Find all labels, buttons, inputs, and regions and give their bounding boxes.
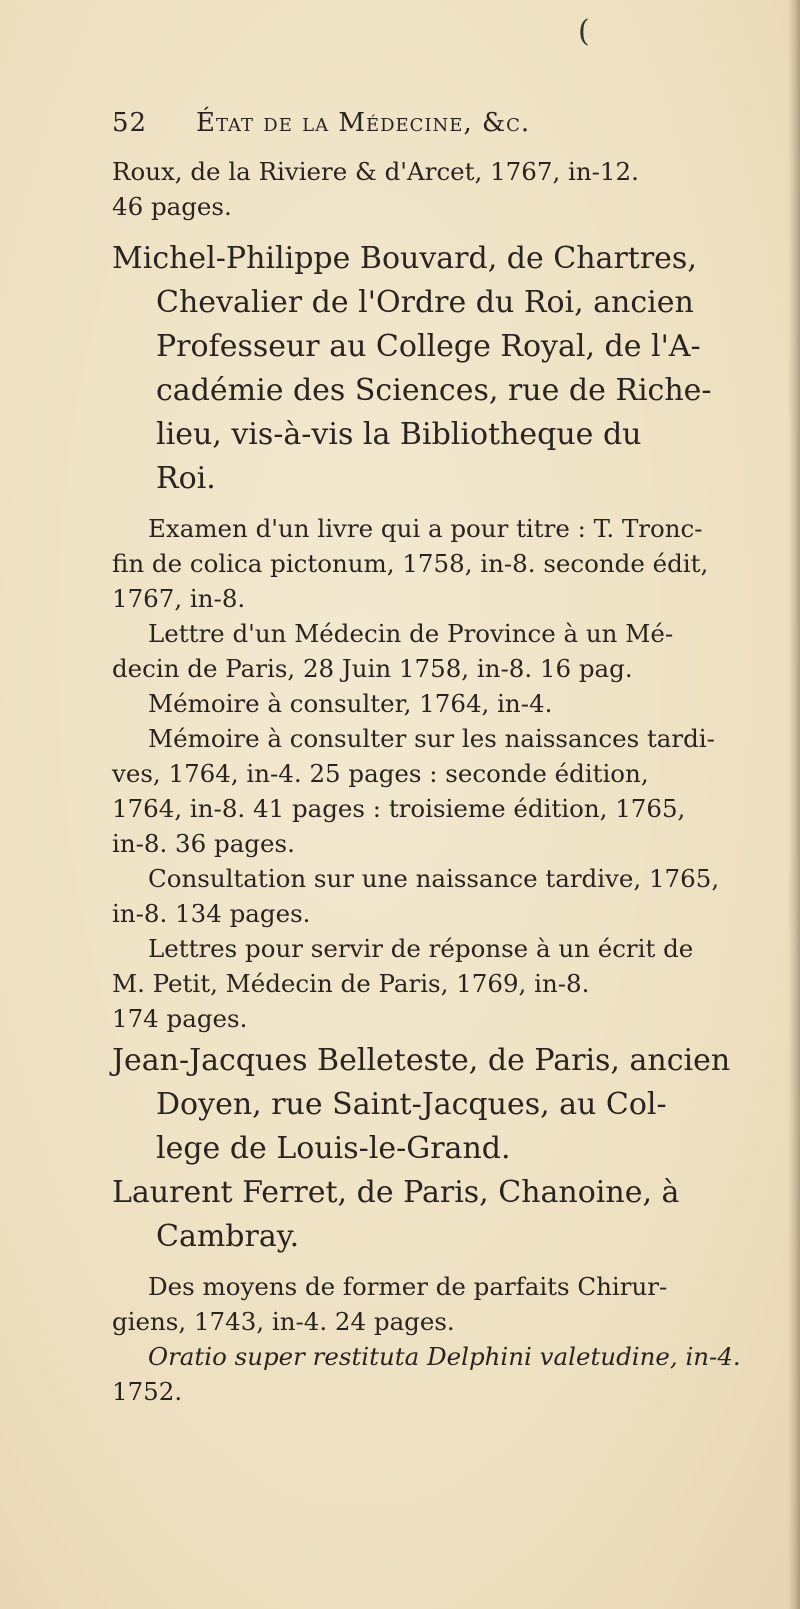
text-line: 174 pages. xyxy=(112,1004,248,1033)
text-line: giens, 1743, in-4. 24 pages. xyxy=(112,1307,455,1336)
text-line: ves, 1764, in-4. 25 pages : seconde édition, xyxy=(112,759,649,788)
text-line: Chevalier de l'Ordre du Roi, ancien xyxy=(156,285,694,320)
text-line: M. Petit, Médecin de Paris, 1769, in-8. xyxy=(112,969,590,998)
text-line: 1752. xyxy=(112,1377,183,1406)
text-line: 1764, in-8. 41 pages : troisieme édition, 1765, xyxy=(112,794,686,823)
text-line: 1767, in-8. xyxy=(112,584,246,613)
running-title: État de la Médecine, &c. xyxy=(196,108,531,138)
text-line: Lettres pour servir de réponse à un écrit de xyxy=(148,934,694,963)
running-header xyxy=(112,108,780,148)
text-line: Des moyens de former de parfaits Chirur- xyxy=(148,1272,668,1301)
text-line: lieu, vis-à-vis la Bibliotheque du xyxy=(156,417,642,452)
text-line: Oratio super restituta Delphini valetudine, in-4. xyxy=(148,1342,741,1371)
text-line: Examen d'un livre qui a pour titre : T. Tronc- xyxy=(148,514,703,543)
text-line: Cambray. xyxy=(156,1219,300,1254)
person-name-line: Michel-Philippe Bouvard, de Chartres, xyxy=(112,241,697,276)
text-line: decin de Paris, 28 Juin 1758, in-8. 16 pag. xyxy=(112,654,633,683)
text-line: lege de Louis-le-Grand. xyxy=(156,1131,511,1166)
page-edge-shadow xyxy=(788,0,800,1609)
page-number: 52 xyxy=(112,108,148,138)
text-line: Roi. xyxy=(156,461,216,496)
text-line: Mémoire à consulter sur les naissances tardi- xyxy=(148,724,715,753)
text-line: Mémoire à consulter, 1764, in-4. xyxy=(148,689,553,718)
text-line: cadémie des Sciences, rue de Riche- xyxy=(156,373,712,408)
text-line: fin de colica pictonum, 1758, in-8. seconde édit, xyxy=(112,549,709,578)
text-line: Professeur au College Royal, de l'A- xyxy=(156,329,701,364)
person-name-line: Laurent Ferret, de Paris, Chanoine, à xyxy=(112,1175,680,1210)
text-line: Lettre d'un Médecin de Province à un Mé- xyxy=(148,619,674,648)
text-line: 46 pages. xyxy=(112,192,232,221)
corner-mark: ( xyxy=(578,14,590,49)
text-line: in-8. 134 pages. xyxy=(112,899,311,928)
text-line: in-8. 36 pages. xyxy=(112,829,295,858)
text-line: Consultation sur une naissance tardive, 1765, xyxy=(148,864,720,893)
text-line: Doyen, rue Saint-Jacques, au Col- xyxy=(156,1087,667,1122)
text-line: Roux, de la Riviere & d'Arcet, 1767, in-12. xyxy=(112,157,639,186)
person-name-line: Jean-Jacques Belleteste, de Paris, ancien xyxy=(112,1043,731,1078)
